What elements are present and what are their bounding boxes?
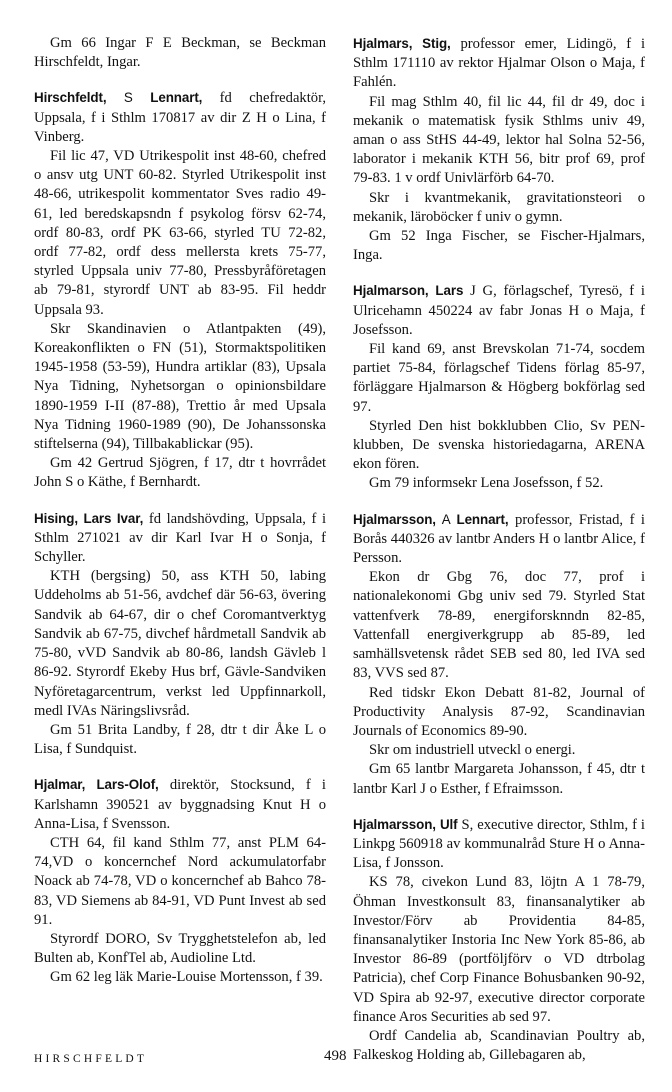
entry-given-name: Lennart, [150, 90, 203, 106]
entry-heading [34, 88, 326, 147]
entry-paragraph: Ekon dr Gbg 76, doc 77, prof i nationalekonomi Gbg univ sed 79. Styrled Stat vattenfverk 78-89, energiforsknndn 82-85, Vattenfall energiverkgrupp ab 85-89, led samhällsvetensk rådet SEB sed 80, led IVA sed 83, VVS sed 87. [353, 569, 645, 682]
entry-paragraph: Ordf Candelia ab, Scandinavian Poultry ab, Falkeskog Holding ab, Gillebagaren ab, [353, 1027, 645, 1064]
entry-paragraph: Fil lic 47, VD Utrikespolit inst 48-60, chefred o ansv utg UNT 60-82. Styrled Utrikespolit inst 48-66, utrikespolit kommentator Sves radio 49-61, led beredskapsndn f psykolog försv 62-74, ordf 80-83, ordf PK 63-66, styrled TU 72-82, ordf 77-82, ordf dess mellersta krets 75-77, styrled Uppsala univ 77-80, Pressbyråföretagen ab 79-81, styrordf UNT ab 83-95. Fil heddr Uppsala 93. [34, 148, 326, 318]
entry-surname: Hising, Lars Ivar, [34, 510, 144, 526]
entry-hjalmarsson-lennart [353, 510, 645, 799]
running-head: HIRSCHFELDT [34, 1053, 148, 1065]
entry-heading [353, 281, 645, 340]
entry-initial: A [435, 511, 457, 527]
entry-hising [34, 509, 326, 760]
entry-initial: S [106, 90, 151, 106]
entry-paragraph: Skr i kvantmekanik, gravitationsteori o mekanik, läroböcker f univ o gymn. [353, 189, 645, 225]
entry-hjalmars [353, 34, 645, 265]
entry-paragraph: Gm 52 Inga Fischer, se Fischer-Hjalmars, Inga. [353, 228, 645, 264]
right-column [353, 34, 645, 1081]
entry-paragraph: Gm 79 informsekr Lena Josefsson, f 52. [369, 475, 604, 492]
entry-hjalmarsson-ulf [353, 815, 645, 1066]
entry-surname: Hjalmarsson, [353, 511, 436, 527]
entry-paragraph: Styrordf DORO, Sv Trygghetstelefon ab, led Bulten ab, KonfTel ab, Audioline Ltd. [34, 930, 326, 967]
entry-paragraph: Styrled Den hist bokklubben Clio, Sv PEN-klubben, De svenska historiedagarna, ARENA ekon fören. [353, 417, 645, 473]
entry-text: S, executive director, Sthlm, f i Linkpg 560918 av kommunalråd Sture H o Anna-Lisa, f Jonsson. [353, 816, 645, 872]
entry-paragraph: Skr om industriell utveckl o energi. [369, 742, 576, 759]
entry-text: professor emer, Lidingö, f i Sthlm 171110 av rektor Hjalmar Olson o Maja, f Fahlén. [353, 36, 645, 91]
entry-paragraph: Gm 51 Brita Landby, f 28, dtr t dir Åke L o Lisa, f Sundquist. [34, 721, 326, 758]
page-number: 498 [324, 1048, 347, 1064]
entry-heading [34, 509, 326, 568]
entry-given-name: Ulf [439, 816, 458, 832]
entry-paragraph: Red tidskr Ekon Debatt 81-82, Journal of Productivity Analysis 87-92, Scandinavian Journals of Economics 89-90. [353, 684, 645, 739]
entry-paragraph: Fil kand 69, anst Brevskolan 71-74, socdem partiet 75-84, förlagschef Tidens förlag 85-97, förläggare Hjalmarson & Högberg bokförlag sed 97. [353, 341, 645, 415]
entry-hirschfeldt [34, 88, 326, 492]
entry-text: fd landshövding, Uppsala, f i Sthlm 271021 av dir Karl Ivar H o Sonja, f Schyller. [34, 510, 326, 566]
entry-surname: Hjalmar, Lars-Olof, [34, 777, 159, 793]
entry-heading [34, 775, 326, 834]
entry-surname: Hjalmars, Stig, [353, 36, 451, 51]
entry-paragraph: Fil mag Sthlm 40, fil lic 44, fil dr 49, doc i mekanik o matematisk fysik Sthlms univ 49, aman o ass StHS 44-49, lektor hal Solna 52-56, laborator i mekanik KTH 56, bitr prof 69, prof 79-83. 1 v ordf Univlärförb 64-70. [353, 93, 645, 187]
entry-given-name: Lennart, [456, 511, 509, 527]
entry-surname: Hjalmarson, [353, 283, 429, 299]
entry-paragraph: CTH 64, fil kand Sthlm 77, anst PLM 64-74,VD o koncernchef Nord ackumulatorfabr Noack ab 74-78, VD o koncernchef ab Bahco 78-83, VD Siemens ab 84-91, VD Punt Invest ab sed 91. [34, 834, 326, 928]
entry-text: J G, förlagschef, Tyresö, f i Ulricehamn 450224 av fabr Jonas H o Maja, f Josefsson. [353, 283, 645, 338]
entry-paragraph: Gm 65 lantbr Margareta Johansson, f 45, dtr t lantbr Karl J o Esther, f Efraimsson. [353, 761, 645, 797]
entry-paragraph: Gm 62 leg läk Marie-Louise Mortensson, f 39. [50, 969, 323, 986]
entry-hjalmarson-lars [353, 281, 645, 493]
entry-text: Gm 66 Ingar F E Beckman, se Beckman Hirschfeldt, Ingar. [34, 35, 326, 71]
entry-given-name: Lars [435, 283, 464, 299]
entry-paragraph: Gm 42 Gertrud Sjögren, f 17, dtr t hovrrådet John S o Käthe, f Bernhardt. [34, 455, 326, 491]
entry-heading [353, 34, 645, 93]
entry-paragraph: KTH (bergsing) 50, ass KTH 50, labing Uddeholms ab 51-56, avdchef där 56-63, övering Sandvik ab 64-67, dir o chef Coromantverktyg Sandvik ab 67-75, divchef hårdmetall Sandvik ab 75-80, vVD Sandvik ab 80-86, landsh Gävleb l 86-92. Styrordf Ekeby Hus brf, Gävle-Sandviken Nyföretagarcentrum, verkst led Uppfinnarkoll, medl IVAs Näringslivsråd. [34, 568, 326, 719]
entry-text: direktör, Stocksund, f i Karlshamn 390521 av byggnadsing Knut H o Anna-Lisa, f Svensson. [34, 777, 326, 832]
entry-surname: Hjalmarsson, [353, 816, 436, 832]
entry-heading [353, 510, 645, 569]
left-column [34, 34, 326, 1004]
entry-heading [353, 815, 645, 874]
entry-text: professor, Fristad, f i Borås 440326 av lantbr Anders H o lantbr Alice, f Persson. [353, 511, 645, 567]
entry-paragraph: KS 78, civekon Lund 83, löjtn A 1 78-79, Öhman Investkonsult 83, finansanalytiker ab Investor/Förv ab Providentia 84-85, finansanalytiker Instoria Inc New York 85-86, ab Investor 86-89 (portföljförv o VD dtrbolag Patricia), chef Corp Finance Bohusbanken 90-92, VD Spira ab 92-97, executive director corporate finance Aros Securities ab sed 97. [353, 874, 645, 1025]
entry-continuation [34, 34, 326, 72]
entry-text: fd chefredaktör, Uppsala, f i Sthlm 170817 av dir Z H o Lina, f Vinberg. [34, 90, 326, 145]
entry-hjalmar [34, 775, 326, 987]
entry-surname: Hirschfeldt, [34, 90, 107, 106]
entry-paragraph: Skr Skandinavien o Atlantpakten (49), Koreakonflikten o FN (51), Stormaktspolitiken 1945-1958 (53-59), Hundra artiklar (83), Upsala Nya Tidning, Nyhetsorgan o opinionsbildare 1890-1959 I-II (87-88), Trettio år med Upsala Nya Tidning 1960-1989 (90), De Johanssonska stiftelserna (94), Tillbakablickar (95). [34, 320, 326, 453]
